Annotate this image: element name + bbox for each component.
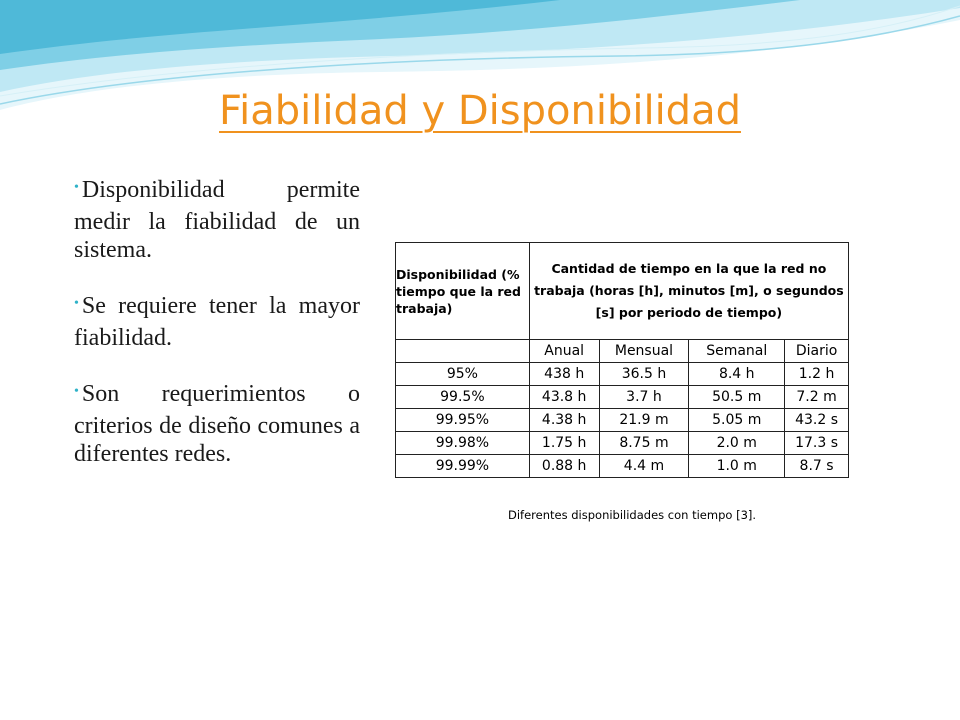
- slide-title: Fiabilidad y Disponibilidad: [219, 88, 741, 134]
- availability-cell: 99.95%: [396, 409, 530, 432]
- table-row: [396, 409, 849, 432]
- availability-cell: 99.98%: [396, 432, 530, 455]
- table-cell: 0.88 h: [529, 455, 599, 478]
- availability-table: [395, 242, 849, 478]
- bullet-text: Se requiere tener la mayor fiabilidad.: [74, 293, 360, 351]
- availability-cell: 99.5%: [396, 386, 530, 409]
- column-header: Anual: [529, 340, 599, 363]
- header-availability: Disponibilidad (% tiempo que la red trabaja): [396, 243, 530, 340]
- table-cell: 8.4 h: [689, 363, 785, 386]
- bullet-list: [74, 176, 360, 496]
- bullet-item: [74, 380, 360, 468]
- table-caption: Diferentes disponibilidades con tiempo [3].: [508, 508, 757, 522]
- table-cell: 17.3 s: [785, 432, 849, 455]
- table-cell: 36.5 h: [599, 363, 689, 386]
- bullet-dot-icon: •: [74, 296, 79, 311]
- bullet-item: [74, 292, 360, 352]
- header-downtime: Cantidad de tiempo en la que la red no trabaja (horas [h], minutos [m], o segundos [s] por periodo de tiempo): [529, 243, 848, 340]
- availability-figure: [388, 232, 856, 528]
- availability-cell: 95%: [396, 363, 530, 386]
- table-cell: 2.0 m: [689, 432, 785, 455]
- column-header: Mensual: [599, 340, 689, 363]
- table-row: [396, 363, 849, 386]
- table-row: [396, 455, 849, 478]
- availability-cell: 99.99%: [396, 455, 530, 478]
- table-cell: 1.2 h: [785, 363, 849, 386]
- bullet-text: Son requerimientos o criterios de diseño comunes a diferentes redes.: [74, 381, 360, 467]
- bullet-dot-icon: •: [74, 384, 79, 399]
- table-cell: 1.0 m: [689, 455, 785, 478]
- table-cell: 4.38 h: [529, 409, 599, 432]
- table-cell: 43.8 h: [529, 386, 599, 409]
- column-header: Diario: [785, 340, 849, 363]
- table-cell: 4.4 m: [599, 455, 689, 478]
- table-cell: 3.7 h: [599, 386, 689, 409]
- bullet-text: Disponibilidad permite medir la fiabilidad de un sistema.: [74, 177, 360, 263]
- table-cell: 1.75 h: [529, 432, 599, 455]
- table-cell: 50.5 m: [689, 386, 785, 409]
- table-cell: 21.9 m: [599, 409, 689, 432]
- table-header-row: [396, 243, 849, 340]
- bullet-item: [74, 176, 360, 264]
- table-subheader-row: [396, 340, 849, 363]
- table-row: [396, 432, 849, 455]
- table-cell: 8.7 s: [785, 455, 849, 478]
- table-cell: 5.05 m: [689, 409, 785, 432]
- column-header: Semanal: [689, 340, 785, 363]
- table-cell: 7.2 m: [785, 386, 849, 409]
- table-row: [396, 386, 849, 409]
- empty-cell: [396, 340, 530, 363]
- bullet-dot-icon: •: [74, 180, 79, 195]
- table-cell: 8.75 m: [599, 432, 689, 455]
- table-cell: 438 h: [529, 363, 599, 386]
- table-cell: 43.2 s: [785, 409, 849, 432]
